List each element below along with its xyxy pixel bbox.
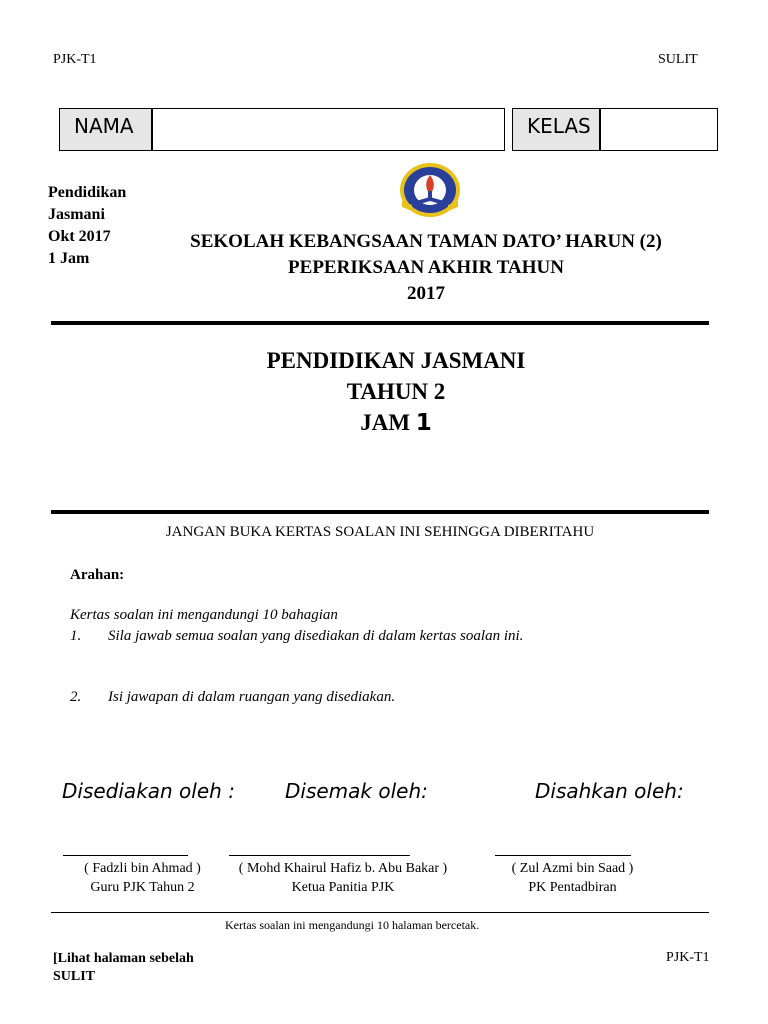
subject-title: PENDIDIKAN JASMANI [266,348,526,373]
signatory-reviewed [212,859,474,897]
signatory-role: PK Pentadbiran [528,880,617,895]
signatory-role: Ketua Panitia PJK [291,880,395,895]
signature-heading-approved: Disahkan oleh: [535,779,684,803]
signatory-role: Guru PJK Tahun 2 [90,880,195,895]
name-label-box [59,108,153,151]
side-info-date: Okt 2017 [48,228,111,245]
side-info-subject2: Jasmani [48,206,105,223]
footer-next-page: [Lihat halaman sebelah [53,951,194,966]
signature-heading-prepared: Disediakan oleh : [62,779,235,803]
instruction-text-1: Sila jawab semua soalan yang disediakan di dalam kertas soalan ini. [108,628,524,644]
signature-line-approved [495,855,631,856]
instruction-num-1: 1. [70,628,82,644]
footer-divider [51,912,709,913]
signatory-approved [490,859,655,897]
class-label-box [512,108,601,151]
instruction-item-1 [70,628,523,645]
subject-block [246,345,546,439]
header-code: PJK-T1 [53,52,97,67]
subject-duration [246,407,546,439]
footer-sulit: SULIT [53,969,96,984]
school-title-block [150,229,702,307]
instruction-num-2: 2. [70,689,82,705]
instructions-heading: Arahan: [70,567,125,583]
side-info-duration: 1 Jam [48,250,90,267]
signature-heading-reviewed: Disemak oleh: [285,779,428,803]
instruction-item-2 [70,689,395,706]
name-label: NAMA [74,114,134,138]
side-info [48,182,126,270]
footer-page-note: Kertas soalan ini mengandungi 10 halaman bercetak. [225,918,480,932]
school-name: SEKOLAH KEBANGSAAN TAMAN DATO’ HARUN (2) [190,231,662,252]
instruction-text-2: Isi jawapan di dalam ruangan yang disediakan. [108,689,396,705]
signatory-name: ( Zul Azmi bin Saad ) [511,861,634,876]
side-info-subject: Pendidikan [48,184,127,201]
class-label: KELAS [527,114,591,138]
notice: JANGAN BUKA KERTAS SOALAN INI SEHINGGA DIBERITAHU [165,524,595,540]
exam-title: PEPERIKSAAN AKHIR TAHUN [288,257,564,278]
header-sulit: SULIT [658,52,698,67]
instructions-intro: Kertas soalan ini mengandungi 10 bahagian [70,607,338,623]
signatory-name: ( Fadzli bin Ahmad ) [84,861,201,876]
school-crest-icon [396,161,464,219]
duration-value: 1 [415,410,432,436]
signature-line-reviewed [229,855,410,856]
signatory-prepared [50,859,235,897]
divider-top [51,321,709,325]
class-field[interactable] [599,108,718,151]
subject-grade: TAHUN 2 [346,379,446,404]
signatory-name: ( Mohd Khairul Hafiz b. Abu Bakar ) [238,861,448,876]
exam-year: 2017 [407,283,445,304]
duration-label: JAM [360,410,411,435]
footer-left [53,950,194,986]
name-field[interactable] [151,108,505,151]
divider-middle [51,510,709,514]
signature-line-prepared [63,855,188,856]
footer-code: PJK-T1 [666,950,710,965]
